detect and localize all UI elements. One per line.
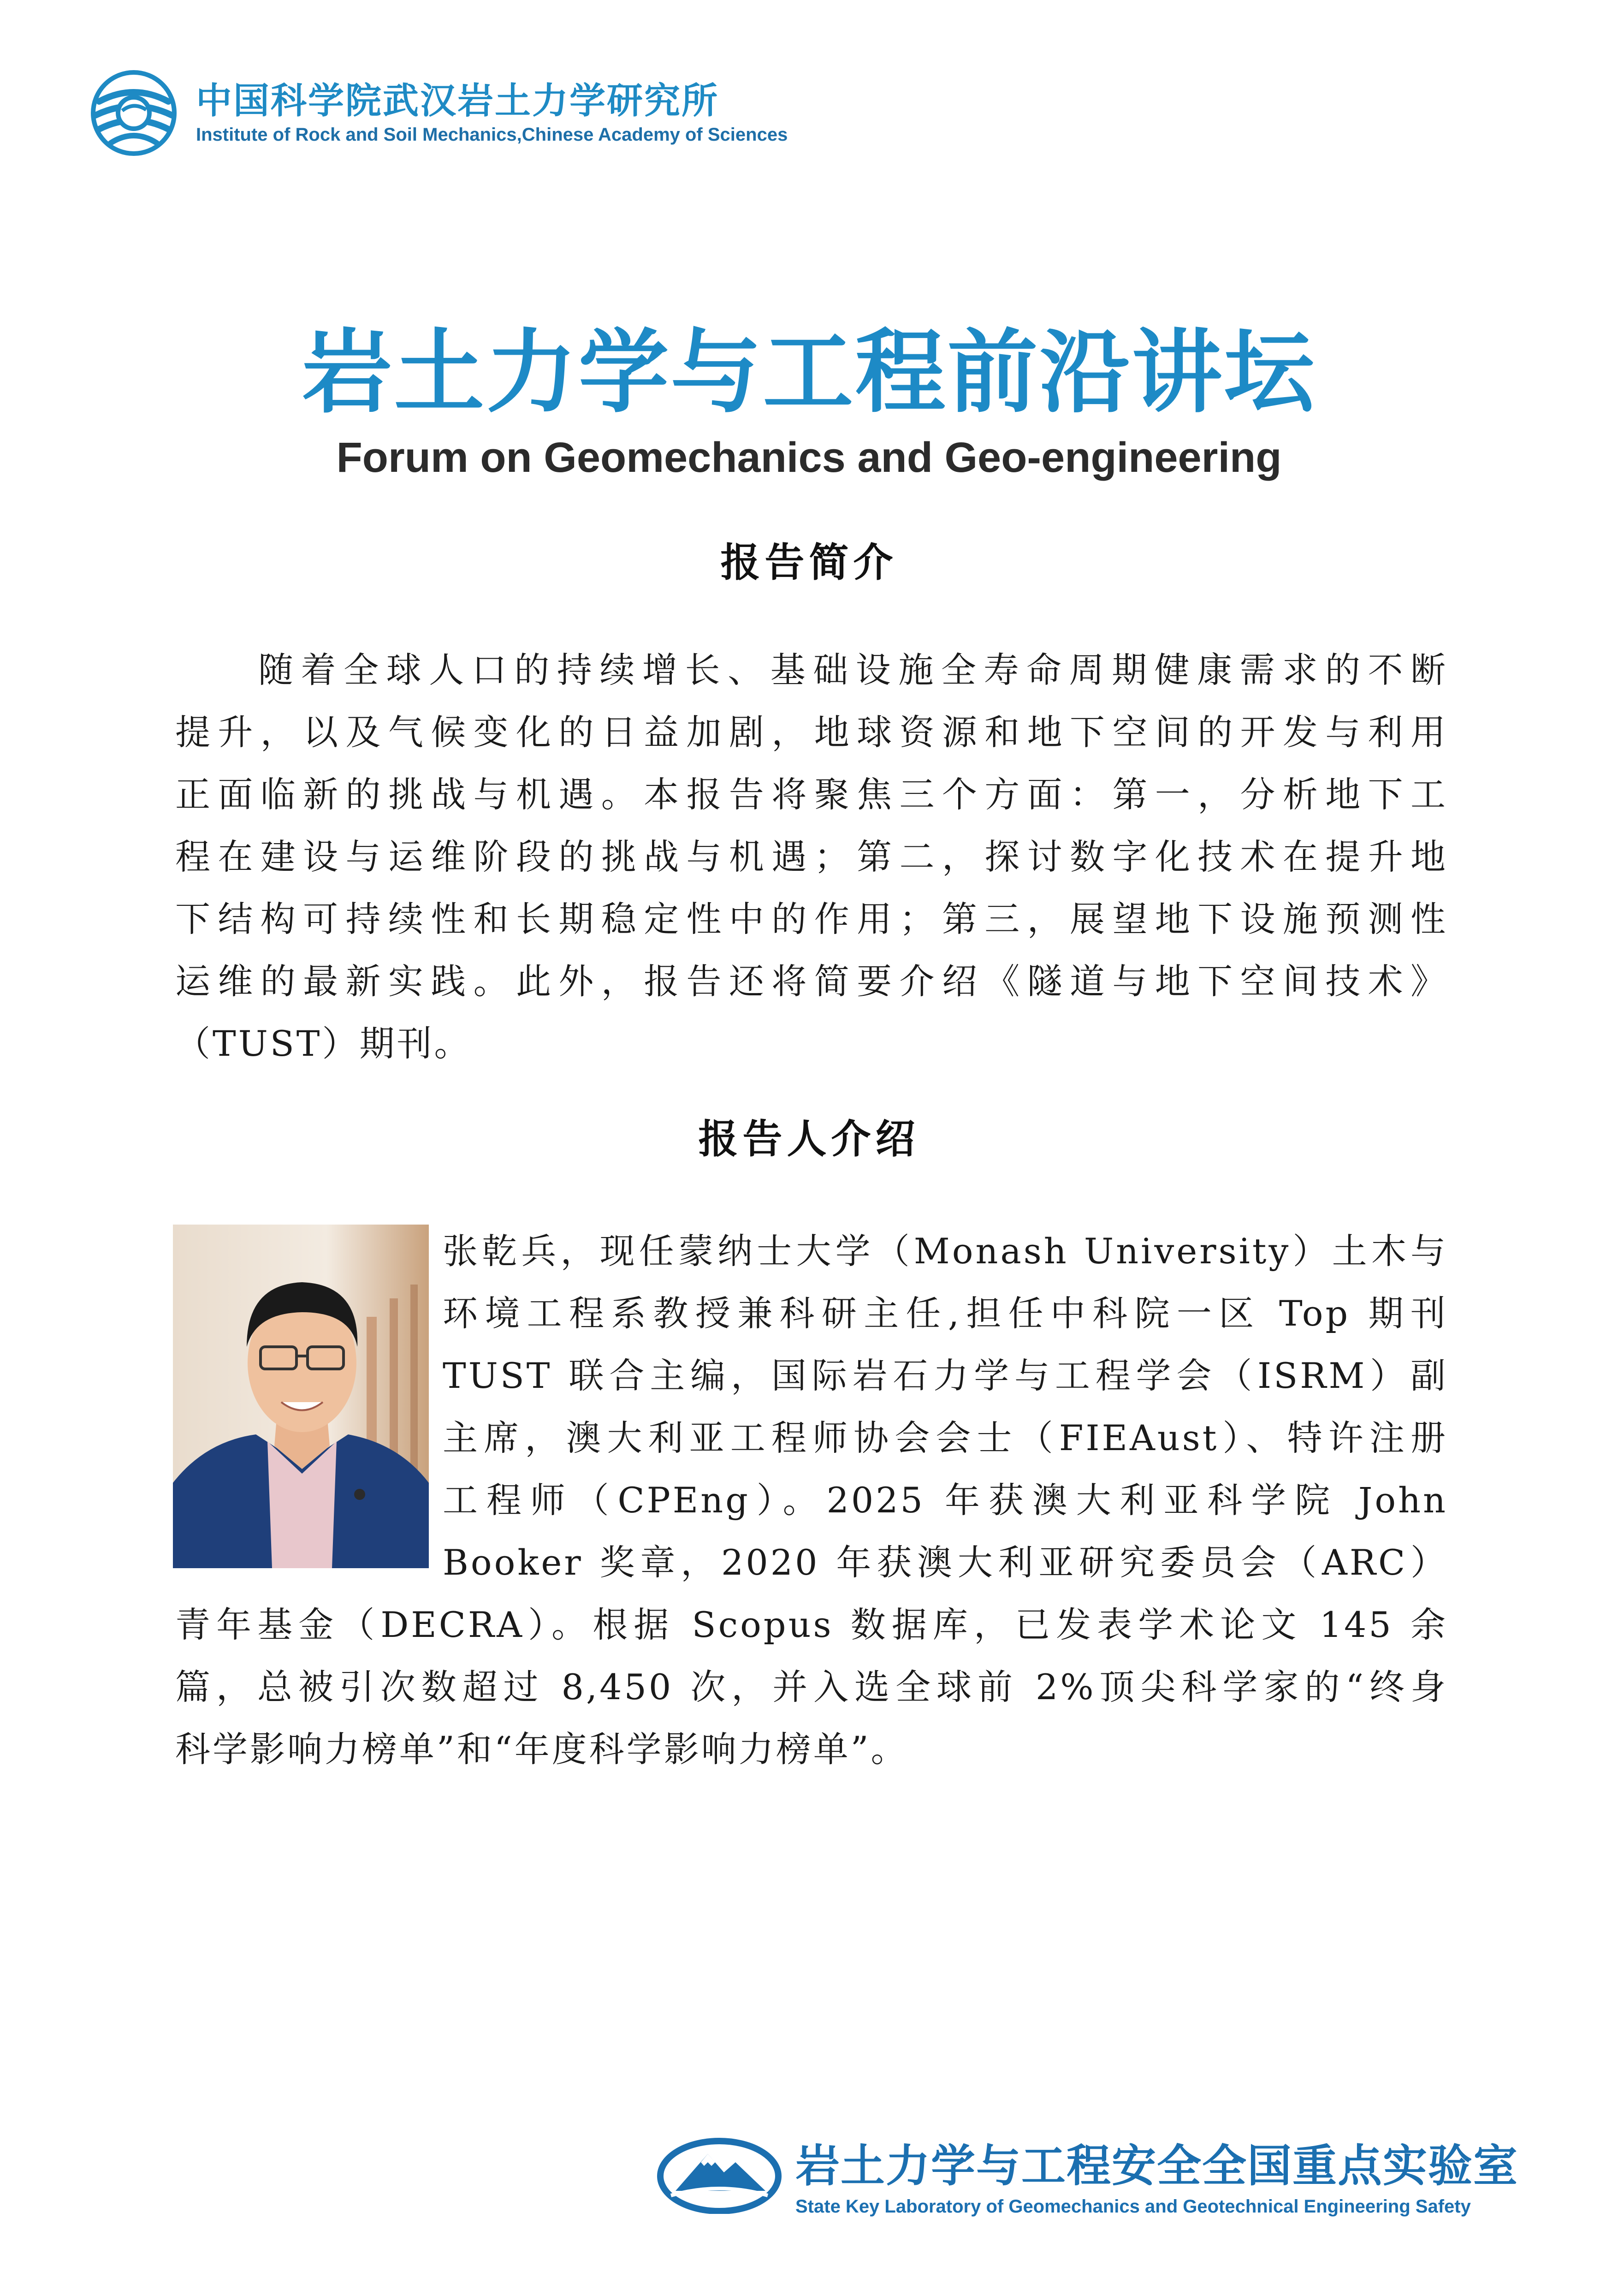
abstract-heading: 报告简介 <box>720 540 898 586</box>
speaker-portrait <box>173 1225 429 1568</box>
institute-name-cn: 中国科学院武汉岩土力学研究所 <box>196 80 719 122</box>
speaker-bio-full-width <box>175 1594 1448 1780</box>
speaker-bio-beside-photo <box>443 1220 1448 1594</box>
abstract-line: （TUST）期刊。 <box>175 1023 472 1064</box>
globe-logo-icon <box>90 69 178 157</box>
forum-title-cn: 岩土力学与工程前沿讲坛 <box>302 320 1316 425</box>
abstract-line: 下结构可持续性和长期稳定性中的作用；第三，展望地下设施预测性 <box>175 898 1448 940</box>
bio-line: 青年基金（DECRA）。根据 Scopus 数据库，已发表学术论文 145 余 <box>175 1604 1448 1645</box>
lab-name-en: State Key Laboratory of Geomechanics and Geotechnical Engineering Safety <box>795 2196 1471 2217</box>
bio-line: 张乾兵，现任蒙纳士大学（Monash University）土木与 <box>443 1231 1448 1272</box>
institute-header <box>90 69 874 161</box>
lab-footer <box>657 2131 1561 2228</box>
bio-line: 环境工程系教授兼科研主任,担任中科院一区 Top 期刊 <box>443 1293 1448 1334</box>
forum-title-en: Forum on Geomechanics and Geo-engineering <box>336 434 1282 481</box>
bio-line: 工程师（CPEng）。2025 年获澳大利亚科学院 John <box>443 1480 1448 1521</box>
bio-line: Booker 奖章，2020 年获澳大利亚研究委员会（ARC） <box>443 1542 1448 1583</box>
lab-name-cn: 岩土力学与工程安全全国重点实验室 <box>795 2140 1518 2192</box>
abstract-line: 运维的最新实践。此外，报告还将简要介绍《隧道与地下空间技术》 <box>175 961 1448 1002</box>
bio-line: TUST 联合主编，国际岩石力学与工程学会（ISRM）副 <box>443 1355 1448 1396</box>
speaker-photo-icon <box>173 1225 429 1568</box>
mountain-logo-icon <box>657 2135 782 2214</box>
bio-line: 主席，澳大利亚工程师协会会士（FIEAust）、特许注册 <box>443 1417 1448 1458</box>
abstract-line: 随着全球人口的持续增长、基础设施全寿命周期健康需求的不断 <box>258 649 1448 690</box>
abstract-line: 程在建设与运维阶段的挑战与机遇；第二，探讨数字化技术在提升地 <box>175 836 1448 877</box>
abstract-paragraph <box>175 639 1448 1075</box>
abstract-line: 提升，以及气候变化的日益加剧，地球资源和地下空间的开发与利用 <box>175 712 1448 753</box>
speaker-heading: 报告人介绍 <box>698 1116 920 1162</box>
bio-line: 科学影响力榜单”和“年度科学影响力榜单”。 <box>175 1729 908 1770</box>
institute-name-en: Institute of Rock and Soil Mechanics,Chinese Academy of Sciences <box>196 125 788 145</box>
abstract-line: 正面临新的挑战与机遇。本报告将聚焦三个方面：第一，分析地下工 <box>175 774 1448 815</box>
bio-line: 篇，总被引次数超过 8,450 次，并入选全球前 2%顶尖科学家的“终身 <box>175 1666 1448 1707</box>
